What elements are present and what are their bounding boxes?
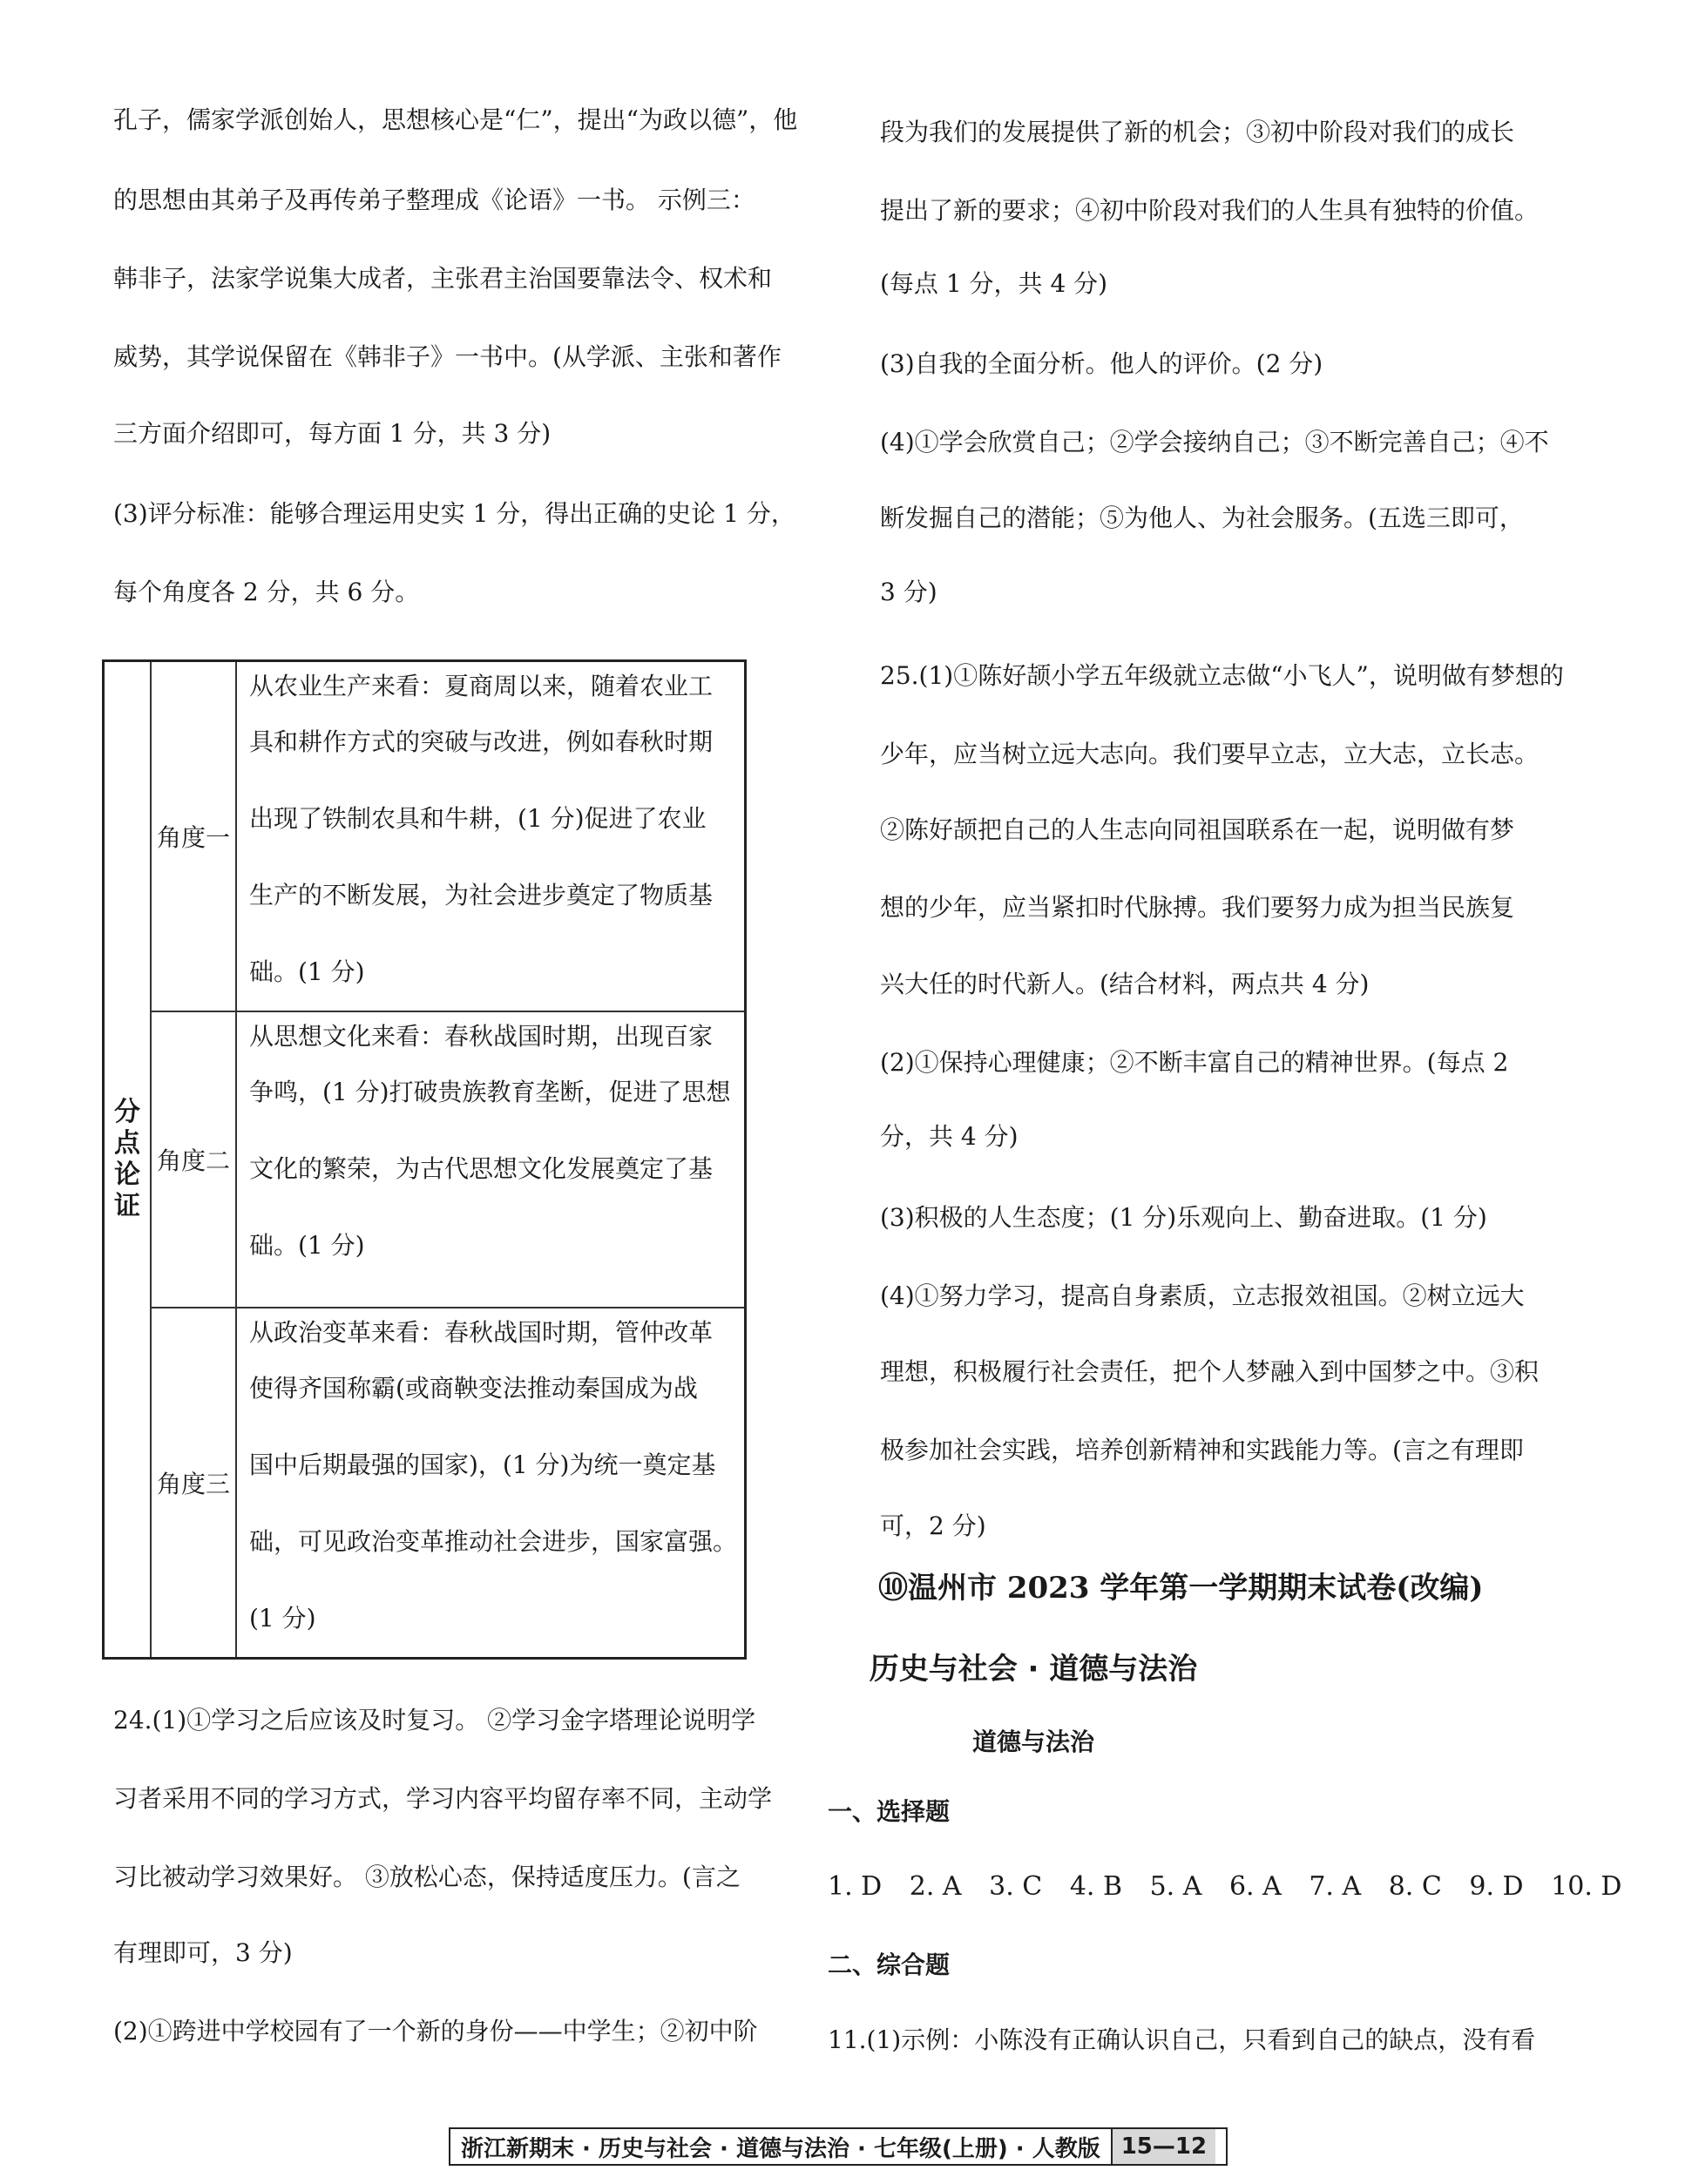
q11-line: 11.(1)示例：小陈没有正确认识自己，只看到自己的缺点，没有看 [828,2025,1536,2054]
angle-line: 文化的繁荣，为古代思想文化发展奠定了基 [248,1154,713,1183]
angle-name: 角度三 [151,1308,236,1659]
choice-answer: 5. A [1149,1871,1202,1902]
section-choice-head: 一、选择题 [828,1797,951,1826]
choice-answer: 10. D [1551,1871,1622,1902]
text-line: (3)评分标准：能够合理运用史实 1 分，得出正确的史论 1 分， [113,499,795,528]
table-row-label [104,661,152,1659]
angle-text [236,661,746,1012]
row-label-char: 论 [114,1160,141,1190]
text-line: 分，共 4 分) [880,1122,1019,1151]
angle-line: 础。(1 分) [248,1231,365,1260]
choice-answer: 8. C [1388,1871,1442,1902]
page-footer [449,2127,1228,2166]
choice-answer: 1. D [828,1871,883,1902]
text-line: 的思想由其弟子及再传弟子整理成《论语》一书。 示例三： [113,186,755,214]
angle-line: 生产的不断发展，为社会进步奠定了物质基 [248,881,713,909]
text-line: 段为我们的发展提供了新的机会；③初中阶段对我们的成长 [880,118,1515,146]
angle-line: 出现了铁制农具和牛耕，(1 分)促进了农业 [248,804,707,833]
angle-line: 国中后期最强的国家)，(1 分)为统一奠定基 [248,1450,716,1479]
angle-line: 使得齐国称霸(或商鞅变法推动秦国成为战 [248,1374,698,1403]
text-line: 可，2 分) [880,1511,986,1540]
section-title: 道德与法治 [971,1728,1094,1756]
text-line: 3 分) [880,578,937,606]
text-line: (2)①跨进中学校园有了一个新的身份——中学生；②初中阶 [113,2017,758,2045]
text-line: (2)①保持心理健康；②不断丰富自己的精神世界。(每点 2 [880,1048,1509,1077]
choice-answer: 2. A [909,1871,962,1902]
text-line: 想的少年，应当紧扣时代脉搏。我们要努力成为担当民族复 [880,893,1515,922]
angle-line: 从思想文化来看：春秋战国时期，出现百家 [248,1022,713,1051]
angle-line: 争鸣，(1 分)打破贵族教育垄断，促进了思想 [248,1078,731,1106]
section-comprehensive-head: 二、综合题 [828,1951,951,1979]
text-line: 极参加社会实践，培养创新精神和实践能力等。(言之有理即 [880,1436,1524,1464]
text-line: 威势，其学说保留在《韩非子》一书中。(从学派、主张和著作 [113,342,782,371]
text-line: 习者采用不同的学习方式，学习内容平均留存率不同，主动学 [113,1784,773,1813]
text-line: 理想，积极履行社会责任，把个人梦融入到中国梦之中。③积 [880,1357,1540,1386]
text-line: 少年，应当树立远大志向。我们要早立志，立大志，立长志。 [880,740,1540,768]
text-line: 韩非子，法家学说集大成者，主张君主治国要靠法令、权术和 [113,264,773,293]
angle-line: 具和耕作方式的突破与改进，例如春秋时期 [248,727,713,756]
angle-name: 角度一 [151,661,236,1012]
angle-text [236,1308,746,1659]
footer-text: 浙江新期末 · 历史与社会 · 道德与法治 · 七年级(上册) · 人教版 [461,2135,1100,2162]
text-line: 每个角度各 2 分，共 6 分。 [113,578,420,606]
text-line: 24.(1)①学习之后应该及时复习。 ②学习金字塔理论说明学 [113,1706,756,1734]
choice-answer: 7. A [1309,1871,1362,1902]
choice-answer: 6. A [1228,1871,1282,1902]
subject-title: 历史与社会 · 道德与法治 [869,1652,1198,1687]
argument-table [102,659,747,1660]
choice-answer: 3. C [989,1871,1043,1902]
angle-name: 角度二 [151,1011,236,1308]
angle-line: 从农业生产来看：夏商周以来，随着农业工 [248,672,713,700]
row-label-char: 点 [114,1128,141,1159]
text-line: 兴大任的时代新人。(结合材料，两点共 4 分) [880,970,1370,998]
text-line: ②陈好颉把自己的人生志向同祖国联系在一起，说明做有梦 [880,815,1515,844]
angle-line: 础。(1 分) [248,957,365,986]
text-line: (4)①努力学习，提高自身素质，立志报效祖国。②树立远大 [880,1281,1525,1310]
text-line: 习比被动学习效果好。 ③放松心态，保持适度压力。(言之 [113,1863,741,1891]
angle-line: 从政治变革来看：春秋战国时期，管仲改革 [248,1318,713,1347]
angle-text [236,1011,746,1308]
angle-line: 础，可见政治变革推动社会进步，国家富强。 [248,1527,737,1556]
text-line: 25.(1)①陈好颉小学五年级就立志做“小飞人”，说明做有梦想的 [880,661,1564,690]
row-label-char: 证 [114,1191,141,1221]
text-line: (3)积极的人生态度；(1 分)乐观向上、勤奋进取。(1 分) [880,1203,1487,1232]
text-line: 提出了新的要求；④初中阶段对我们的人生具有独特的价值。 [880,196,1540,225]
exam-title: ⑩温州市 2023 学年第一学期期末试卷(改编) [878,1571,1484,1606]
text-line: 有理即可，3 分) [113,1938,293,1967]
text-line: 孔子，儒家学派创始人，思想核心是“仁”，提出“为政以德”，他 [113,105,798,134]
choice-answers [828,1871,1641,1902]
page-number: 15—12 [1111,2129,1215,2164]
choice-answer: 4. B [1069,1871,1123,1902]
row-label-char: 分 [114,1097,141,1127]
text-line: (每点 1 分，共 4 分) [880,269,1108,298]
text-line: 三方面介绍即可，每方面 1 分，共 3 分) [113,419,552,448]
angle-line: (1 分) [248,1604,316,1633]
text-line: 断发掘自己的潜能；⑤为他人、为社会服务。(五选三即可， [880,504,1524,532]
choice-answer: 9. D [1469,1871,1524,1902]
text-line: (3)自我的全面分析。他人的评价。(2 分) [880,349,1323,378]
text-line: (4)①学会欣赏自己；②学会接纳自己；③不断完善自己；④不 [880,428,1549,456]
